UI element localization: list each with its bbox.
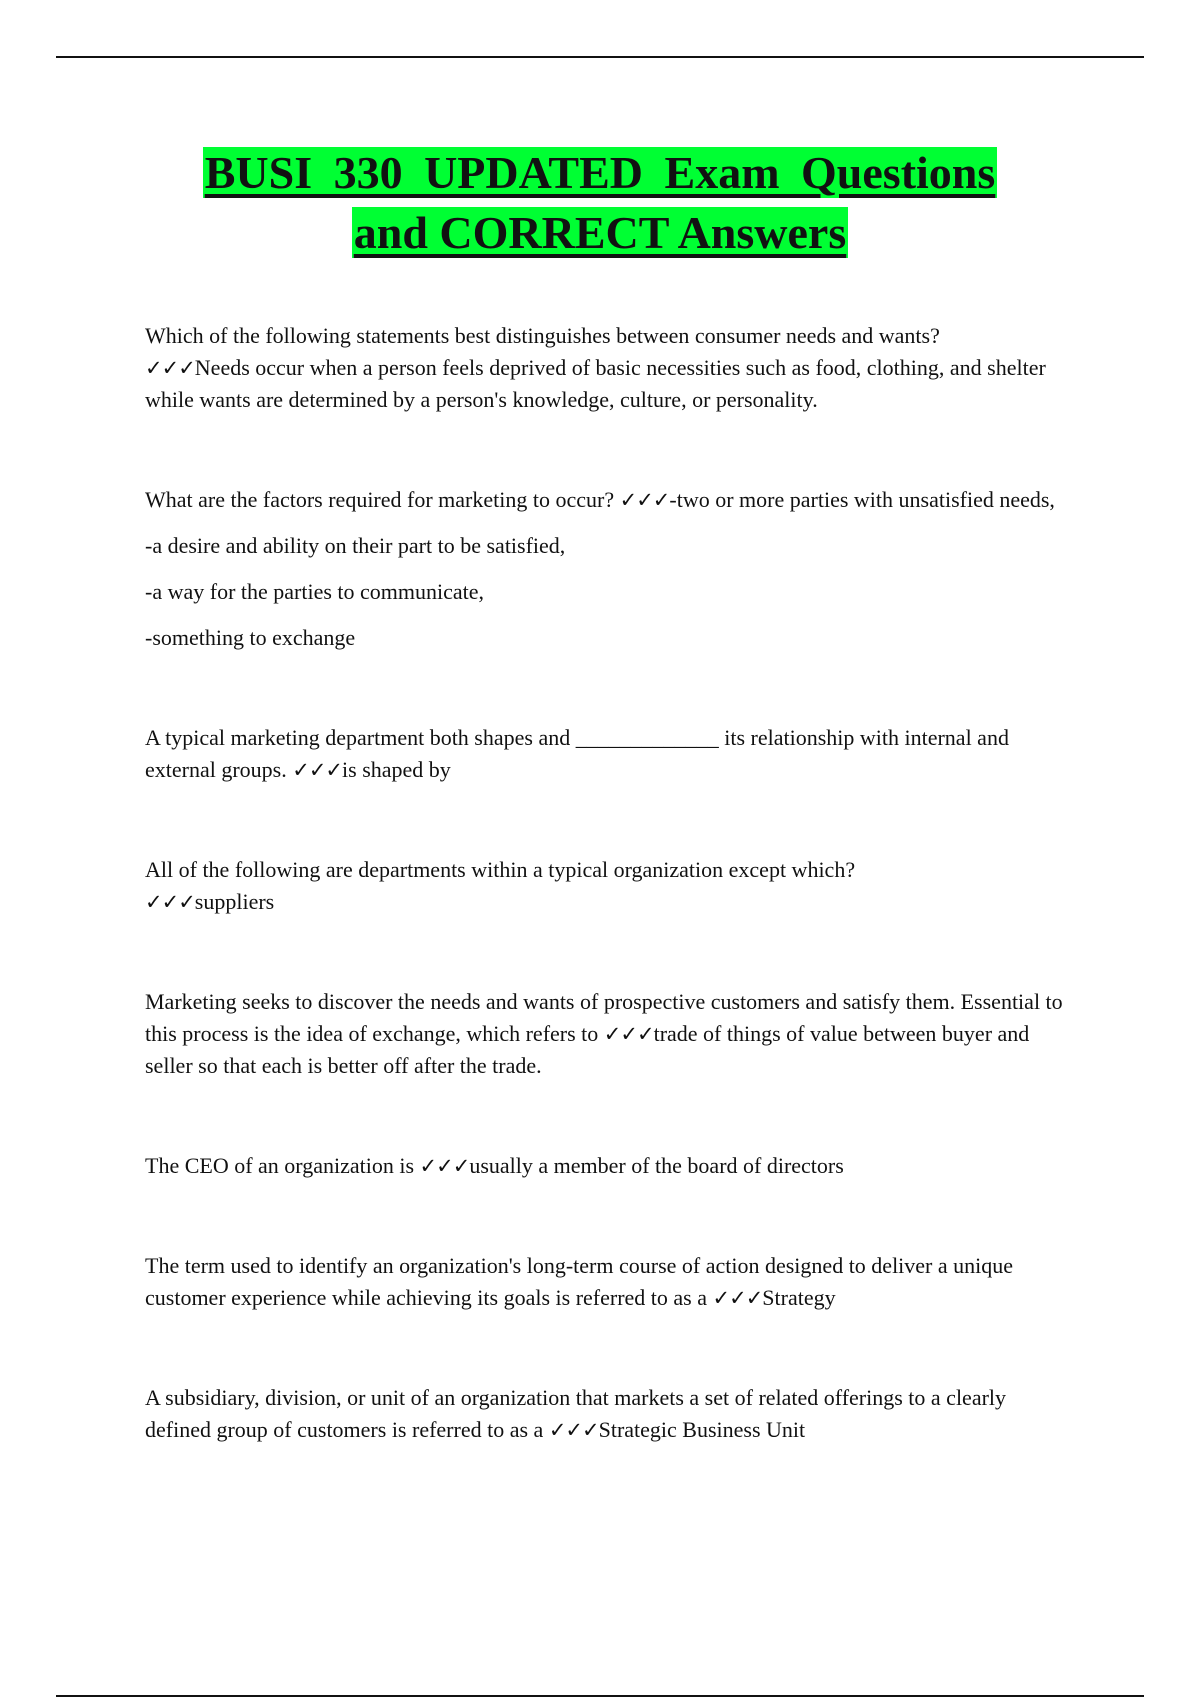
qa-item (145, 986, 1065, 1082)
qa-text (145, 1250, 1065, 1314)
answer-text: Strategic Business Unit (598, 1417, 806, 1442)
top-rule (56, 56, 1144, 58)
qa-text (145, 854, 1065, 918)
answer-line: -a desire and ability on their part to be satisfied, (145, 533, 566, 558)
title-line (0, 204, 1200, 264)
qa-item (145, 854, 1065, 918)
qa-item (145, 1382, 1065, 1446)
answer-text: -two or more parties with unsatisfied needs, (669, 487, 1055, 512)
answer-text: Needs occur when a person feels deprived of basic necessities such as food, clothing, and shelter while wants are determined by a person's knowledge, culture, or personality. (145, 355, 1046, 412)
question-text: The term used to identify an organization's long-term course of action designed to deliver a unique customer experience while achieving its goals is referred to as a (145, 1253, 1014, 1310)
answer-line: -a way for the parties to communicate, (145, 579, 485, 604)
question-text: A subsidiary, division, or unit of an organization that markets a set of related offerings to a clearly defined group of customers is referred to as a (145, 1385, 1007, 1442)
question-text: Which of the following statements best distinguishes between consumer needs and wants? (145, 323, 940, 348)
qa-text (145, 484, 1065, 516)
document-title (0, 144, 1200, 264)
check-icon: ✓✓✓ (712, 1286, 763, 1310)
qa-text (145, 722, 1065, 786)
title-text: BUSI 330 UPDATED Exam Questions (204, 147, 996, 198)
check-icon: ✓✓✓ (145, 890, 195, 914)
question-text: All of the following are departments within a typical organization except which? (145, 857, 856, 882)
question-text: The CEO of an organization is (145, 1153, 415, 1178)
check-icon: ✓✓✓ (603, 1022, 654, 1046)
question-text: What are the factors required for marketing to occur? (145, 487, 615, 512)
answer-text: Strategy (762, 1285, 836, 1310)
qa-item (145, 1250, 1065, 1314)
qa-text (145, 320, 1065, 416)
question-text: A typical marketing department both shapes and _____________ its relationship with internal and external groups. (145, 725, 1009, 782)
qa-text (145, 986, 1065, 1082)
answer-text: usually a member of the board of directors (469, 1153, 844, 1178)
qa-list (145, 320, 1065, 1514)
qa-text (145, 1150, 1065, 1182)
bottom-rule (56, 1695, 1144, 1697)
qa-item (145, 484, 1065, 654)
qa-text (145, 1382, 1065, 1446)
title-text: and CORRECT Answers (353, 207, 847, 258)
answer-text: trade of things of value between buyer and seller so that each is better off after the trade. (145, 1021, 1030, 1078)
check-icon: ✓✓✓ (619, 488, 670, 512)
qa-item (145, 722, 1065, 786)
check-icon: ✓✓✓ (292, 758, 343, 782)
title-line (0, 144, 1200, 204)
check-icon: ✓✓✓ (419, 1154, 470, 1178)
check-icon: ✓✓✓ (145, 356, 195, 380)
question-text: Marketing seeks to discover the needs and wants of prospective customers and satisfy them. Essential to this process is the idea of exchange, which refers to (145, 989, 1063, 1046)
check-icon: ✓✓✓ (548, 1418, 599, 1442)
answer-text: suppliers (194, 889, 275, 914)
qa-item (145, 320, 1065, 416)
qa-item (145, 1150, 1065, 1182)
answer-line: -something to exchange (145, 625, 356, 650)
answer-text: is shaped by (342, 757, 451, 782)
